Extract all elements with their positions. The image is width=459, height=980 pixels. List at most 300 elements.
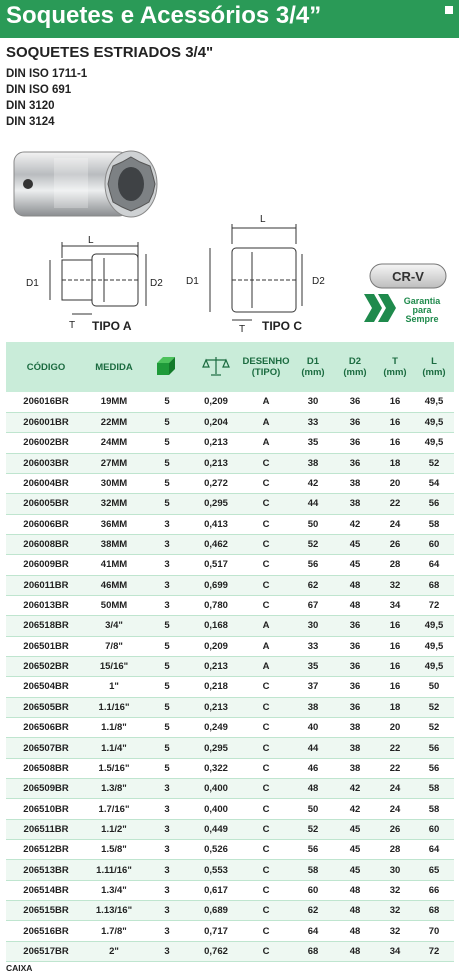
cell-codigo: 206514BR: [6, 880, 86, 900]
cell-codigo: 206513BR: [6, 860, 86, 880]
socket-photo: [14, 151, 157, 217]
cell-quantity: 3: [142, 575, 192, 595]
cell-quantity: 5: [142, 453, 192, 473]
cell-l: 56: [414, 758, 454, 778]
cell-t: 32: [376, 921, 414, 941]
cell-l: 58: [414, 514, 454, 534]
cell-medida: 7/8": [86, 636, 142, 656]
cell-t: 22: [376, 494, 414, 514]
cell-weight: 0,204: [192, 412, 240, 432]
tipo-a-t-label: T: [69, 320, 76, 331]
cell-d1: 44: [292, 494, 334, 514]
cell-weight: 0,295: [192, 738, 240, 758]
cell-tipo: C: [240, 941, 292, 961]
cell-d2: 36: [334, 392, 376, 412]
standard-1: DIN ISO 1711-1: [6, 68, 88, 80]
cell-codigo: 206516BR: [6, 921, 86, 941]
col-codigo: CÓDIGO: [6, 342, 86, 392]
cell-d2: 38: [334, 718, 376, 738]
cell-t: 34: [376, 941, 414, 961]
cell-quantity: 3: [142, 799, 192, 819]
cell-d1: 37: [292, 677, 334, 697]
cell-t: 16: [376, 392, 414, 412]
cell-quantity: 3: [142, 840, 192, 860]
cell-d1: 58: [292, 860, 334, 880]
cell-d2: 45: [334, 819, 376, 839]
cell-weight: 0,400: [192, 779, 240, 799]
cell-codigo: 206517BR: [6, 941, 86, 961]
col-weight: [192, 342, 240, 392]
cell-codigo: 206512BR: [6, 840, 86, 860]
crv-badge: [370, 264, 446, 288]
cell-d2: 45: [334, 534, 376, 554]
cell-l: 52: [414, 697, 454, 717]
cell-medida: 27MM: [86, 453, 142, 473]
guarantee-badge: [364, 294, 441, 324]
cell-medida: 30MM: [86, 473, 142, 493]
cell-weight: 0,413: [192, 514, 240, 534]
cell-quantity: 3: [142, 555, 192, 575]
col-d1: D1 (mm): [292, 342, 334, 392]
table-body: [6, 392, 454, 962]
cell-t: 24: [376, 779, 414, 799]
cell-d1: 60: [292, 880, 334, 900]
col-quantity: [142, 342, 192, 392]
guarantee-line-3: Sempre: [405, 314, 439, 324]
cell-weight: 0,617: [192, 880, 240, 900]
cell-tipo: A: [240, 412, 292, 432]
cell-d1: 64: [292, 921, 334, 941]
cell-d2: 38: [334, 738, 376, 758]
cell-d1: 38: [292, 453, 334, 473]
cell-medida: 46MM: [86, 575, 142, 595]
spec-table: [6, 342, 454, 962]
cell-d1: 50: [292, 514, 334, 534]
cell-medida: 1.11/16": [86, 860, 142, 880]
cell-weight: 0,213: [192, 453, 240, 473]
standard-4: DIN 3124: [6, 116, 55, 128]
cell-quantity: 5: [142, 412, 192, 432]
guarantee-line-2: para: [412, 305, 432, 315]
cell-l: 64: [414, 555, 454, 575]
table-row: [6, 534, 454, 554]
cell-d2: 48: [334, 941, 376, 961]
cell-d2: 48: [334, 575, 376, 595]
table-row: [6, 555, 454, 575]
cell-d2: 48: [334, 595, 376, 615]
cell-d1: 40: [292, 718, 334, 738]
tipo-c-drawing: [210, 224, 302, 320]
table-row: [6, 860, 454, 880]
cell-l: 49,5: [414, 433, 454, 453]
cell-medida: 1.1/16": [86, 697, 142, 717]
cell-d1: 35: [292, 656, 334, 676]
tipo-c-d1-label: D1: [186, 276, 199, 287]
cell-codigo: 206004BR: [6, 473, 86, 493]
cell-quantity: 3: [142, 941, 192, 961]
cell-codigo: 206502BR: [6, 656, 86, 676]
title-bar: [0, 0, 459, 38]
cell-d1: 67: [292, 595, 334, 615]
cell-t: 18: [376, 697, 414, 717]
cell-t: 20: [376, 718, 414, 738]
cell-tipo: C: [240, 819, 292, 839]
table-row: [6, 453, 454, 473]
chevron-icon: [364, 294, 382, 322]
cell-t: 32: [376, 575, 414, 595]
cell-tipo: C: [240, 921, 292, 941]
cell-codigo: 206510BR: [6, 799, 86, 819]
tipo-c-l-label: L: [260, 214, 266, 225]
cell-medida: 22MM: [86, 412, 142, 432]
cell-d1: 33: [292, 412, 334, 432]
col-l: L (mm): [414, 342, 454, 392]
cell-codigo: 206016BR: [6, 392, 86, 412]
cell-d2: 36: [334, 453, 376, 473]
cell-tipo: C: [240, 514, 292, 534]
cell-medida: 32MM: [86, 494, 142, 514]
cell-quantity: 5: [142, 697, 192, 717]
cell-codigo: 206501BR: [6, 636, 86, 656]
cell-d2: 38: [334, 758, 376, 778]
cell-tipo: C: [240, 880, 292, 900]
cell-codigo: 206008BR: [6, 534, 86, 554]
cell-d1: 35: [292, 433, 334, 453]
tipo-c-label: TIPO C: [262, 319, 303, 333]
table-header-row: [6, 342, 454, 392]
cell-d2: 42: [334, 779, 376, 799]
table-row: [6, 473, 454, 493]
cell-quantity: 3: [142, 595, 192, 615]
cell-quantity: 3: [142, 514, 192, 534]
cell-l: 66: [414, 880, 454, 900]
cell-medida: 38MM: [86, 534, 142, 554]
cell-medida: 1.7/16": [86, 799, 142, 819]
cell-medida: 36MM: [86, 514, 142, 534]
cell-t: 26: [376, 534, 414, 554]
cell-quantity: 5: [142, 738, 192, 758]
cell-weight: 0,717: [192, 921, 240, 941]
table-row: [6, 819, 454, 839]
cell-l: 56: [414, 738, 454, 758]
cell-d2: 36: [334, 656, 376, 676]
cell-medida: 41MM: [86, 555, 142, 575]
cell-d2: 48: [334, 921, 376, 941]
cell-d1: 62: [292, 901, 334, 921]
col-t: T (mm): [376, 342, 414, 392]
cell-weight: 0,249: [192, 718, 240, 738]
cell-d1: 38: [292, 697, 334, 717]
cell-tipo: C: [240, 840, 292, 860]
cell-weight: 0,209: [192, 392, 240, 412]
cell-l: 52: [414, 453, 454, 473]
page-title: Soquetes e Acessórios 3/4”: [6, 2, 322, 29]
cell-tipo: C: [240, 758, 292, 778]
cell-codigo: 206515BR: [6, 901, 86, 921]
cell-t: 16: [376, 412, 414, 432]
cell-t: 28: [376, 840, 414, 860]
cell-l: 68: [414, 901, 454, 921]
tipo-c-d2-label: D2: [312, 276, 325, 287]
cell-tipo: C: [240, 575, 292, 595]
table-row: [6, 799, 454, 819]
table-row: [6, 840, 454, 860]
cell-d1: 52: [292, 534, 334, 554]
footer-note: CAIXA: [6, 963, 33, 973]
cell-d2: 36: [334, 412, 376, 432]
cell-tipo: C: [240, 534, 292, 554]
cell-weight: 0,762: [192, 941, 240, 961]
table-row: [6, 514, 454, 534]
table-row: [6, 718, 454, 738]
cell-medida: 1": [86, 677, 142, 697]
tipo-c-t-label: T: [239, 324, 246, 335]
cell-tipo: C: [240, 738, 292, 758]
cell-t: 16: [376, 656, 414, 676]
cell-l: 64: [414, 840, 454, 860]
cell-quantity: 5: [142, 473, 192, 493]
table-row: [6, 656, 454, 676]
cell-medida: 24MM: [86, 433, 142, 453]
table-row: [6, 494, 454, 514]
cell-l: 49,5: [414, 656, 454, 676]
cell-d2: 38: [334, 473, 376, 493]
table-row: [6, 412, 454, 432]
cell-t: 34: [376, 595, 414, 615]
crv-badge-text: CR-V: [392, 269, 424, 284]
cell-t: 22: [376, 758, 414, 778]
cell-quantity: 5: [142, 656, 192, 676]
cell-medida: 1.1/8": [86, 718, 142, 738]
cell-tipo: C: [240, 718, 292, 738]
col-d2: D2 (mm): [334, 342, 376, 392]
cell-quantity: 5: [142, 494, 192, 514]
cell-codigo: 206518BR: [6, 616, 86, 636]
cell-l: 49,5: [414, 412, 454, 432]
cell-medida: 1.3/4": [86, 880, 142, 900]
cell-tipo: C: [240, 473, 292, 493]
cell-medida: 1.7/8": [86, 921, 142, 941]
cell-codigo: 206505BR: [6, 697, 86, 717]
cell-weight: 0,462: [192, 534, 240, 554]
cell-weight: 0,218: [192, 677, 240, 697]
cell-tipo: C: [240, 779, 292, 799]
table-row: [6, 779, 454, 799]
cell-l: 49,5: [414, 616, 454, 636]
cell-tipo: A: [240, 656, 292, 676]
cell-l: 50: [414, 677, 454, 697]
cell-tipo: C: [240, 677, 292, 697]
cell-d2: 45: [334, 860, 376, 880]
cell-codigo: 206009BR: [6, 555, 86, 575]
cell-d1: 46: [292, 758, 334, 778]
cell-t: 26: [376, 819, 414, 839]
cell-d1: 30: [292, 616, 334, 636]
cell-codigo: 206511BR: [6, 819, 86, 839]
cell-quantity: 5: [142, 392, 192, 412]
cell-d2: 45: [334, 840, 376, 860]
cell-weight: 0,449: [192, 819, 240, 839]
tipo-a-drawing: [50, 242, 146, 314]
cell-medida: 15/16": [86, 656, 142, 676]
cell-codigo: 206002BR: [6, 433, 86, 453]
cell-quantity: 3: [142, 860, 192, 880]
section-subtitle: SOQUETES ESTRIADOS 3/4": [6, 44, 214, 61]
tipo-a-label: TIPO A: [92, 319, 132, 333]
cell-tipo: C: [240, 697, 292, 717]
cell-d2: 36: [334, 677, 376, 697]
cell-weight: 0,209: [192, 636, 240, 656]
cell-tipo: A: [240, 433, 292, 453]
corner-mark: [445, 6, 453, 14]
cell-d2: 42: [334, 799, 376, 819]
cell-codigo: 206013BR: [6, 595, 86, 615]
cell-l: 58: [414, 799, 454, 819]
cell-d2: 48: [334, 901, 376, 921]
guarantee-line-1: Garantia: [403, 296, 441, 306]
cell-quantity: 5: [142, 433, 192, 453]
cell-quantity: 3: [142, 779, 192, 799]
cell-tipo: C: [240, 555, 292, 575]
cell-tipo: C: [240, 799, 292, 819]
cell-t: 24: [376, 514, 414, 534]
cell-weight: 0,400: [192, 799, 240, 819]
cell-codigo: 206506BR: [6, 718, 86, 738]
cell-t: 32: [376, 880, 414, 900]
cell-t: 18: [376, 453, 414, 473]
cell-weight: 0,213: [192, 433, 240, 453]
table-row: [6, 433, 454, 453]
cell-t: 22: [376, 738, 414, 758]
table-row: [6, 636, 454, 656]
table-row: [6, 595, 454, 615]
cell-weight: 0,168: [192, 616, 240, 636]
table-row: [6, 941, 454, 961]
cell-weight: 0,699: [192, 575, 240, 595]
col-medida: MEDIDA: [86, 342, 142, 392]
cell-tipo: A: [240, 636, 292, 656]
cell-t: 30: [376, 860, 414, 880]
cell-weight: 0,322: [192, 758, 240, 778]
cell-weight: 0,780: [192, 595, 240, 615]
cell-quantity: 5: [142, 636, 192, 656]
cell-d1: 42: [292, 473, 334, 493]
cell-medida: 3/4": [86, 616, 142, 636]
cell-d2: 36: [334, 433, 376, 453]
cell-l: 54: [414, 473, 454, 493]
cell-medida: 1.1/2": [86, 819, 142, 839]
tipo-a-d2-label: D2: [150, 278, 163, 289]
cell-tipo: C: [240, 595, 292, 615]
cell-tipo: C: [240, 494, 292, 514]
col-desenho: DESENHO (TIPO): [240, 342, 292, 392]
cell-t: 32: [376, 901, 414, 921]
cell-t: 16: [376, 433, 414, 453]
cell-quantity: 5: [142, 718, 192, 738]
cell-medida: 19MM: [86, 392, 142, 412]
cell-codigo: 206011BR: [6, 575, 86, 595]
table-row: [6, 697, 454, 717]
cell-l: 72: [414, 595, 454, 615]
cell-tipo: C: [240, 860, 292, 880]
cell-codigo: 206006BR: [6, 514, 86, 534]
cell-l: 52: [414, 718, 454, 738]
box-icon: [154, 355, 180, 377]
cell-weight: 0,553: [192, 860, 240, 880]
cell-medida: 50MM: [86, 595, 142, 615]
cell-medida: 2": [86, 941, 142, 961]
cell-l: 65: [414, 860, 454, 880]
cell-l: 60: [414, 534, 454, 554]
cell-d2: 48: [334, 880, 376, 900]
cell-quantity: 3: [142, 534, 192, 554]
table-row: [6, 392, 454, 412]
cell-d2: 36: [334, 616, 376, 636]
cell-d1: 62: [292, 575, 334, 595]
cell-codigo: 206003BR: [6, 453, 86, 473]
cell-weight: 0,517: [192, 555, 240, 575]
cell-d2: 45: [334, 555, 376, 575]
cell-codigo: 206001BR: [6, 412, 86, 432]
cell-codigo: 206509BR: [6, 779, 86, 799]
cell-t: 16: [376, 636, 414, 656]
cell-t: 28: [376, 555, 414, 575]
table-row: [6, 738, 454, 758]
cell-weight: 0,213: [192, 656, 240, 676]
cell-t: 16: [376, 677, 414, 697]
table-row: [6, 758, 454, 778]
cell-t: 24: [376, 799, 414, 819]
cell-quantity: 5: [142, 758, 192, 778]
cell-l: 70: [414, 921, 454, 941]
table-row: [6, 575, 454, 595]
cell-l: 58: [414, 779, 454, 799]
cell-quantity: 3: [142, 921, 192, 941]
cell-medida: 1.1/4": [86, 738, 142, 758]
cell-l: 72: [414, 941, 454, 961]
cell-medida: 1.5/8": [86, 840, 142, 860]
cell-quantity: 5: [142, 616, 192, 636]
cell-d1: 56: [292, 840, 334, 860]
cell-medida: 1.13/16": [86, 901, 142, 921]
cell-d1: 30: [292, 392, 334, 412]
table-row: [6, 901, 454, 921]
cell-l: 49,5: [414, 392, 454, 412]
cell-d2: 36: [334, 697, 376, 717]
cell-quantity: 5: [142, 677, 192, 697]
cell-weight: 0,272: [192, 473, 240, 493]
cell-d1: 48: [292, 779, 334, 799]
cell-t: 16: [376, 616, 414, 636]
cell-tipo: A: [240, 616, 292, 636]
cell-d2: 36: [334, 636, 376, 656]
standard-3: DIN 3120: [6, 100, 55, 112]
cell-d1: 33: [292, 636, 334, 656]
cell-weight: 0,295: [192, 494, 240, 514]
cell-weight: 0,689: [192, 901, 240, 921]
cell-d1: 44: [292, 738, 334, 758]
cell-medida: 1.5/16": [86, 758, 142, 778]
cell-d2: 42: [334, 514, 376, 534]
cell-l: 56: [414, 494, 454, 514]
cell-weight: 0,213: [192, 697, 240, 717]
standard-2: DIN ISO 691: [6, 84, 72, 96]
cell-d1: 56: [292, 555, 334, 575]
cell-tipo: C: [240, 901, 292, 921]
cell-d1: 68: [292, 941, 334, 961]
cell-d2: 38: [334, 494, 376, 514]
table-row: [6, 677, 454, 697]
